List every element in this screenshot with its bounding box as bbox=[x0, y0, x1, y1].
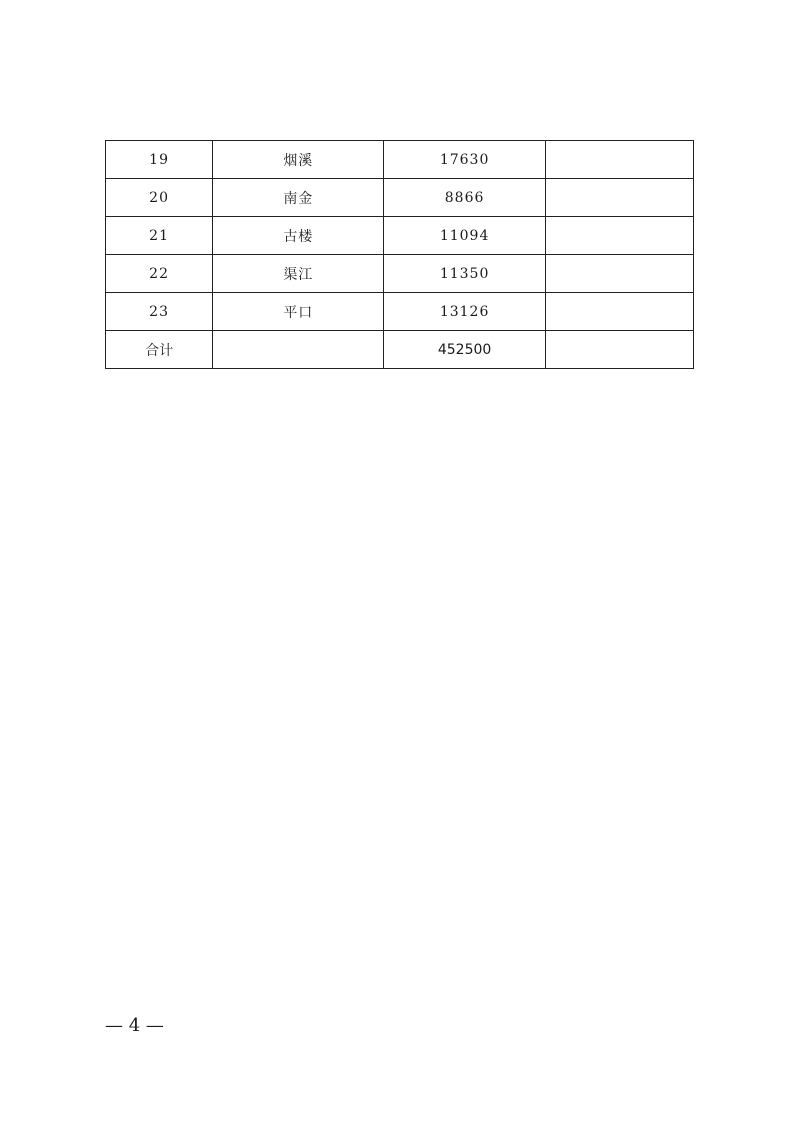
total-name-cell bbox=[213, 331, 384, 369]
row-number-cell: 21 bbox=[106, 217, 213, 255]
amount-cell: 13126 bbox=[384, 293, 545, 331]
total-note-cell bbox=[545, 331, 693, 369]
town-name-cell: 烟溪 bbox=[213, 141, 384, 179]
total-amount-cell: 452500 bbox=[384, 331, 545, 369]
table-row bbox=[106, 293, 694, 331]
total-row bbox=[106, 331, 694, 369]
table-row bbox=[106, 141, 694, 179]
row-number-cell: 22 bbox=[106, 255, 213, 293]
town-name-cell: 渠江 bbox=[213, 255, 384, 293]
note-cell bbox=[545, 141, 693, 179]
total-label-cell: 合计 bbox=[106, 331, 213, 369]
page-number: — 4 — bbox=[105, 1015, 164, 1036]
note-cell bbox=[545, 255, 693, 293]
note-cell bbox=[545, 217, 693, 255]
town-name-cell: 平口 bbox=[213, 293, 384, 331]
amount-cell: 8866 bbox=[384, 179, 545, 217]
data-table bbox=[105, 140, 694, 369]
table-row bbox=[106, 179, 694, 217]
table-row bbox=[106, 255, 694, 293]
note-cell bbox=[545, 293, 693, 331]
town-name-cell: 南金 bbox=[213, 179, 384, 217]
town-name-cell: 古楼 bbox=[213, 217, 384, 255]
row-number-cell: 20 bbox=[106, 179, 213, 217]
amount-cell: 11350 bbox=[384, 255, 545, 293]
row-number-cell: 23 bbox=[106, 293, 213, 331]
note-cell bbox=[545, 179, 693, 217]
amount-cell: 11094 bbox=[384, 217, 545, 255]
amount-cell: 17630 bbox=[384, 141, 545, 179]
table-row bbox=[106, 217, 694, 255]
row-number-cell: 19 bbox=[106, 141, 213, 179]
